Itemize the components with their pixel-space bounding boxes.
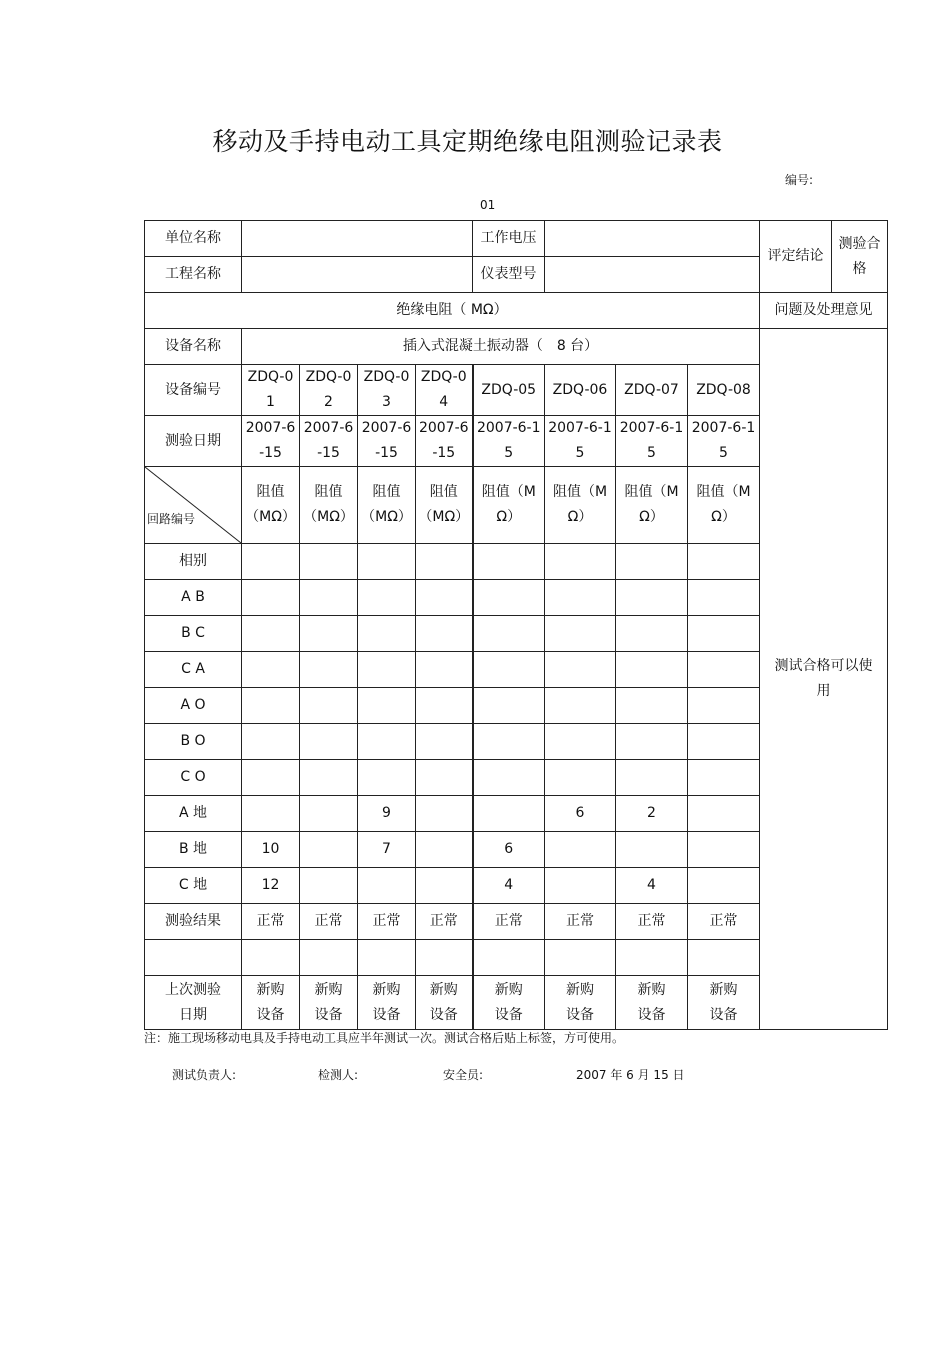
device-code: ZDQ-02	[300, 365, 358, 416]
test-date: 2007-6-15	[300, 416, 358, 467]
phase-label: B C	[145, 616, 242, 652]
resistance-cell[interactable]	[473, 760, 545, 796]
resistance-cell[interactable]	[473, 796, 545, 832]
insulation-section-label: 绝缘电阻（ MΩ）	[145, 293, 760, 329]
result-cell: 正常	[473, 904, 545, 940]
result-cell: 正常	[616, 904, 688, 940]
result-cell: 正常	[358, 904, 416, 940]
result-cell: 正常	[545, 904, 616, 940]
page-title: 移动及手持电动工具定期绝缘电阻测验记录表	[212, 127, 723, 156]
empty-cell[interactable]	[545, 544, 616, 580]
last-test-cell: 新购设备	[473, 976, 545, 1030]
device-name-label: 设备名称	[145, 329, 242, 365]
doc-number-value: 01	[480, 198, 496, 212]
resistance-cell[interactable]	[416, 580, 473, 616]
safety-officer-label: 安全员:	[443, 1068, 484, 1082]
result-cell: 正常	[416, 904, 473, 940]
resistance-cell[interactable]	[416, 652, 473, 688]
unit-name-value[interactable]	[242, 221, 473, 257]
resistance-cell[interactable]: 2	[616, 796, 688, 832]
resistance-cell[interactable]	[358, 724, 416, 760]
resistance-cell[interactable]	[545, 760, 616, 796]
phase-label: B 地	[145, 832, 242, 868]
test-date: 2007-6-15	[545, 416, 616, 467]
empty-cell[interactable]	[688, 544, 760, 580]
device-code: ZDQ-08	[688, 365, 760, 416]
resistance-header: 阻值（MΩ）	[300, 467, 358, 544]
resistance-cell[interactable]	[473, 724, 545, 760]
test-date: 2007-6-15	[416, 416, 473, 467]
result-cell: 正常	[300, 904, 358, 940]
unit-name-label: 单位名称	[145, 221, 242, 257]
empty-cell[interactable]	[473, 544, 545, 580]
empty-cell[interactable]	[688, 940, 760, 976]
resistance-cell[interactable]	[688, 868, 760, 904]
footnote: 注：施工现场移动电具及手持电动工具应半年测试一次。测试合格后贴上标签，方可使用。	[144, 1031, 625, 1045]
resistance-cell[interactable]	[688, 580, 760, 616]
resistance-cell[interactable]	[616, 616, 688, 652]
resistance-cell[interactable]	[300, 832, 358, 868]
voltage-value[interactable]	[545, 221, 760, 257]
device-code: ZDQ-01	[242, 365, 300, 416]
meter-model-value[interactable]	[545, 257, 760, 293]
resistance-cell[interactable]	[242, 724, 300, 760]
resistance-cell[interactable]	[545, 724, 616, 760]
resistance-cell[interactable]	[473, 616, 545, 652]
last-test-label: 上次测验日期	[145, 976, 242, 1030]
empty-cell[interactable]	[358, 544, 416, 580]
resistance-cell[interactable]	[688, 616, 760, 652]
resistance-cell[interactable]	[473, 688, 545, 724]
resistance-cell[interactable]	[616, 688, 688, 724]
test-date: 2007-6-15	[358, 416, 416, 467]
resistance-cell[interactable]	[545, 832, 616, 868]
issues-value: 测试合格可以使用	[760, 329, 888, 1030]
phase-label: A 地	[145, 796, 242, 832]
resistance-header: 阻值（MΩ）	[616, 467, 688, 544]
resistance-cell[interactable]: 4	[473, 868, 545, 904]
resistance-header: 阻值（MΩ）	[358, 467, 416, 544]
voltage-label: 工作电压	[473, 221, 545, 257]
resistance-cell[interactable]	[688, 652, 760, 688]
device-code: ZDQ-03	[358, 365, 416, 416]
circuit-header-diagonal-cell	[145, 467, 242, 544]
meter-model-label: 仪表型号	[473, 257, 545, 293]
resistance-cell[interactable]	[688, 832, 760, 868]
resistance-cell[interactable]	[242, 760, 300, 796]
resistance-cell[interactable]	[545, 868, 616, 904]
resistance-cell[interactable]	[616, 760, 688, 796]
last-test-cell: 新购设备	[242, 976, 300, 1030]
resistance-cell[interactable]	[545, 580, 616, 616]
resistance-cell[interactable]	[416, 868, 473, 904]
resistance-cell[interactable]	[300, 580, 358, 616]
resistance-cell[interactable]	[616, 580, 688, 616]
issues-section-label: 问题及处理意见	[760, 293, 888, 329]
last-test-cell: 新购设备	[545, 976, 616, 1030]
result-cell: 正常	[688, 904, 760, 940]
resistance-cell[interactable]	[416, 724, 473, 760]
last-test-cell: 新购设备	[300, 976, 358, 1030]
empty-cell[interactable]	[473, 940, 545, 976]
resistance-cell[interactable]	[242, 688, 300, 724]
phase-label: A O	[145, 688, 242, 724]
phase-label: A B	[145, 580, 242, 616]
resistance-cell[interactable]	[358, 580, 416, 616]
resistance-cell[interactable]	[545, 616, 616, 652]
resistance-cell[interactable]: 12	[242, 868, 300, 904]
result-label: 测验结果	[145, 904, 242, 940]
phase-label: C A	[145, 652, 242, 688]
empty-cell[interactable]	[242, 544, 300, 580]
resistance-cell[interactable]	[358, 688, 416, 724]
resistance-cell[interactable]	[688, 796, 760, 832]
test-date-label: 测验日期	[145, 416, 242, 467]
result-cell: 正常	[242, 904, 300, 940]
empty-cell[interactable]	[358, 940, 416, 976]
test-date: 2007-6-15	[616, 416, 688, 467]
resistance-cell[interactable]	[358, 616, 416, 652]
resistance-cell[interactable]: 6	[473, 832, 545, 868]
resistance-cell[interactable]	[300, 760, 358, 796]
resistance-cell[interactable]	[300, 724, 358, 760]
resistance-cell[interactable]	[358, 760, 416, 796]
conclusion-label: 评定结论	[760, 221, 832, 293]
resistance-cell[interactable]	[688, 760, 760, 796]
tester-lead-label: 测试负责人:	[172, 1068, 237, 1082]
empty-cell[interactable]	[300, 544, 358, 580]
resistance-cell[interactable]	[300, 796, 358, 832]
resistance-cell[interactable]	[416, 688, 473, 724]
empty-cell[interactable]	[545, 940, 616, 976]
phase-header: 相别	[145, 544, 242, 580]
device-code: ZDQ-05	[473, 365, 545, 416]
resistance-cell[interactable]: 7	[358, 832, 416, 868]
resistance-cell[interactable]	[300, 688, 358, 724]
resistance-cell[interactable]	[416, 796, 473, 832]
empty-cell[interactable]	[416, 544, 473, 580]
resistance-cell[interactable]	[616, 652, 688, 688]
resistance-cell[interactable]	[300, 616, 358, 652]
resistance-header: 阻值（MΩ）	[242, 467, 300, 544]
record-table	[144, 220, 888, 1030]
last-test-cell: 新购设备	[616, 976, 688, 1030]
inspector-label: 检测人:	[318, 1068, 359, 1082]
empty-cell[interactable]	[300, 940, 358, 976]
last-test-cell: 新购设备	[358, 976, 416, 1030]
resistance-cell[interactable]	[358, 652, 416, 688]
conclusion-value: 测验合格	[832, 221, 888, 293]
resistance-cell[interactable]: 4	[616, 868, 688, 904]
resistance-cell[interactable]: 6	[545, 796, 616, 832]
empty-cell[interactable]	[242, 940, 300, 976]
resistance-cell[interactable]	[473, 652, 545, 688]
resistance-cell[interactable]	[545, 688, 616, 724]
project-name-value[interactable]	[242, 257, 473, 293]
phase-label: B O	[145, 724, 242, 760]
resistance-cell[interactable]	[416, 760, 473, 796]
test-date: 2007-6-15	[242, 416, 300, 467]
device-code: ZDQ-07	[616, 365, 688, 416]
test-date: 2007-6-15	[473, 416, 545, 467]
resistance-cell[interactable]	[688, 688, 760, 724]
phase-label: C 地	[145, 868, 242, 904]
resistance-cell[interactable]	[616, 724, 688, 760]
last-test-cell: 新购设备	[688, 976, 760, 1030]
device-code: ZDQ-06	[545, 365, 616, 416]
resistance-cell[interactable]	[616, 832, 688, 868]
resistance-header: 阻值（MΩ）	[545, 467, 616, 544]
empty-cell[interactable]	[616, 544, 688, 580]
resistance-cell[interactable]	[242, 652, 300, 688]
empty-cell[interactable]	[616, 940, 688, 976]
resistance-cell[interactable]	[242, 616, 300, 652]
empty-cell[interactable]	[416, 940, 473, 976]
resistance-cell[interactable]	[416, 832, 473, 868]
resistance-cell[interactable]: 10	[242, 832, 300, 868]
device-code: ZDQ-04	[416, 365, 473, 416]
resistance-cell[interactable]	[545, 652, 616, 688]
resistance-cell[interactable]	[416, 616, 473, 652]
resistance-header: 阻值（MΩ）	[688, 467, 760, 544]
sign-date: 2007 年 6 月 15 日	[576, 1068, 685, 1082]
resistance-cell[interactable]	[473, 580, 545, 616]
doc-number-label: 编号:	[785, 173, 814, 187]
project-name-label: 工程名称	[145, 257, 242, 293]
last-test-cell: 新购设备	[416, 976, 473, 1030]
resistance-cell[interactable]	[688, 724, 760, 760]
resistance-cell[interactable]	[242, 580, 300, 616]
resistance-cell[interactable]	[300, 868, 358, 904]
resistance-header: 阻值（MΩ）	[416, 467, 473, 544]
resistance-cell[interactable]	[358, 868, 416, 904]
resistance-cell[interactable]	[242, 796, 300, 832]
resistance-cell[interactable]	[300, 652, 358, 688]
test-date: 2007-6-15	[688, 416, 760, 467]
phase-label: C O	[145, 760, 242, 796]
device-name-value: 插入式混凝土振动器（ 8 台）	[242, 329, 760, 365]
device-code-label: 设备编号	[145, 365, 242, 416]
empty-cell[interactable]	[145, 940, 242, 976]
circuit-number-label: 回路编号	[147, 512, 196, 526]
resistance-cell[interactable]: 9	[358, 796, 416, 832]
resistance-header: 阻值（MΩ）	[473, 467, 545, 544]
